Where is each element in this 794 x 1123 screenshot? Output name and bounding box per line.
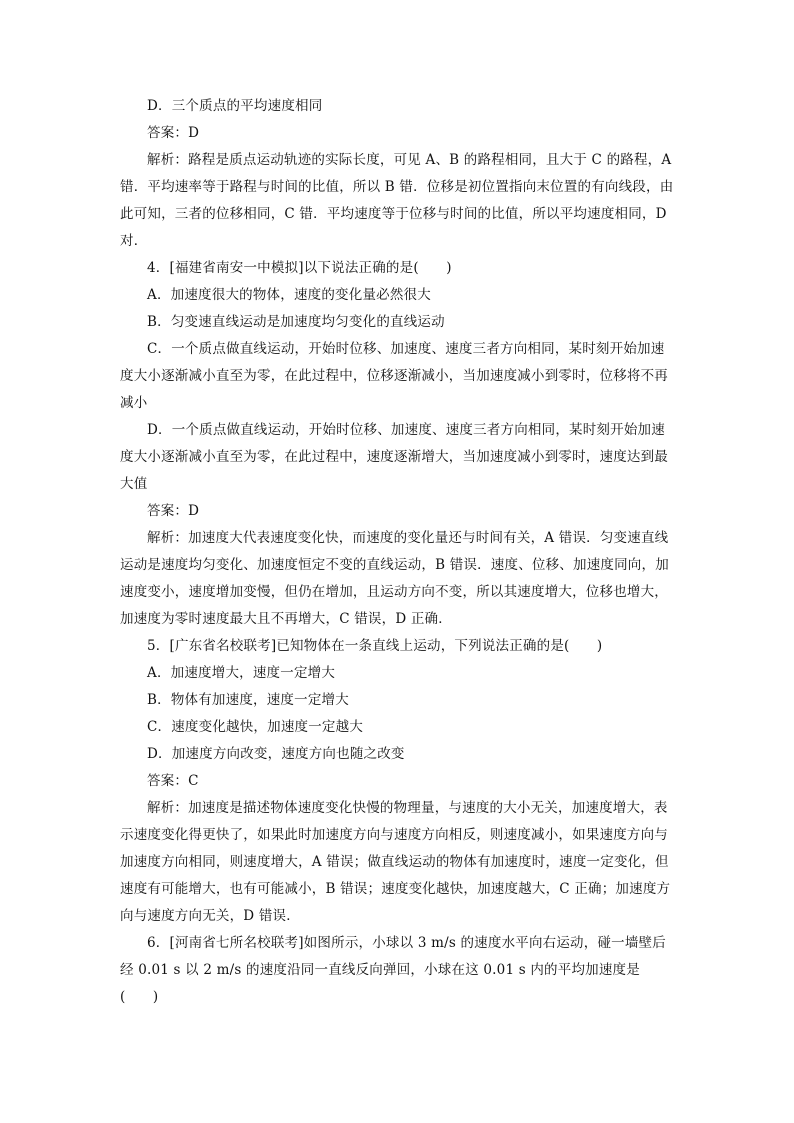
page-content xyxy=(120,93,674,1011)
q3-answer: 答案：D xyxy=(147,125,200,141)
q5-option-b: B．物体有加速度，速度一定增大 xyxy=(147,692,349,708)
q4-analysis: 解析：加速度大代表速度变化快，而速度的变化量还与时间有关，A 错误．匀变速直线运动是速度均匀变化、加速度恒定不变的直线运动，B 错误．速度、位移、加速度同向，加速度变小，速度增加变慢，但仍在增加，且运动方向不变，所以其速度增大，位移也增大，加速度为零时速度最大且不再增大，C 错误，D 正确． xyxy=(120,530,669,627)
q5-option-a: A．加速度增大，速度一定增大 xyxy=(147,665,336,681)
q6-stem: 6．[河南省七所名校联考]如图所示，小球以 3 m/s 的速度水平向右运动，碰一墙壁后经 0.01 s 以 2 m/s 的速度沿同一直线反向弹回，小球在这 0.01 s 内的平均加速度是( ) xyxy=(120,935,666,1005)
q5-option-c: C．速度变化越快，加速度一定越大 xyxy=(147,719,364,735)
q4-option-a: A．加速度很大的物体，速度的变化量必然很大 xyxy=(147,287,431,303)
q4-answer: 答案：D xyxy=(147,503,200,519)
q3-option-d: D．三个质点的平均速度相同 xyxy=(147,98,323,114)
q4-option-b: B．匀变速直线运动是加速度均匀变化的直线运动 xyxy=(147,314,445,330)
q4-option-d: D．一个质点做直线运动，开始时位移、加速度、速度三者方向相同，某时刻开始加速度大小逐渐减小直至为零，在此过程中，速度逐渐增大，当加速度减小到零时，速度达到最大值 xyxy=(120,422,668,492)
q5-stem: 5．[广东省名校联考]已知物体在一条直线上运动，下列说法正确的是( ) xyxy=(147,638,603,654)
q4-stem: 4．[福建省南安一中模拟]以下说法正确的是( ) xyxy=(147,260,452,276)
q4-option-c: C．一个质点做直线运动，开始时位移、加速度、速度三者方向相同，某时刻开始加速度大小逐渐减小直至为零，在此过程中，位移逐渐减小，当加速度减小到零时，位移将不再减小 xyxy=(120,341,668,411)
q3-analysis: 解析：路程是质点运动轨迹的实际长度，可见 A、B 的路程相同，且大于 C 的路程，A 错．平均速率等于路程与时间的比值，所以 B 错．位移是初位置指向末位置的有向线段，由此可知，三者的位移相同，C 错．平均速度等于位移与时间的比值，所以平均速度相同，D 对． xyxy=(120,152,674,249)
q5-option-d: D．加速度方向改变，速度方向也随之改变 xyxy=(147,746,405,762)
q5-answer: 答案：C xyxy=(147,773,199,789)
q5-analysis: 解析：加速度是描述物体速度变化快慢的物理量，与速度的大小无关，加速度增大，表示速度变化得更快了，如果此时加速度方向与速度方向相反，则速度减小，如果速度方向与加速度方向相同，则速度增大，A 错误；做直线运动的物体有加速度时，速度一定变化，但速度有可能增大，也有可能减小，B 错误；速度变化越快，加速度越大，C 正确；加速度方向与速度方向无关，D 错误． xyxy=(120,800,671,924)
